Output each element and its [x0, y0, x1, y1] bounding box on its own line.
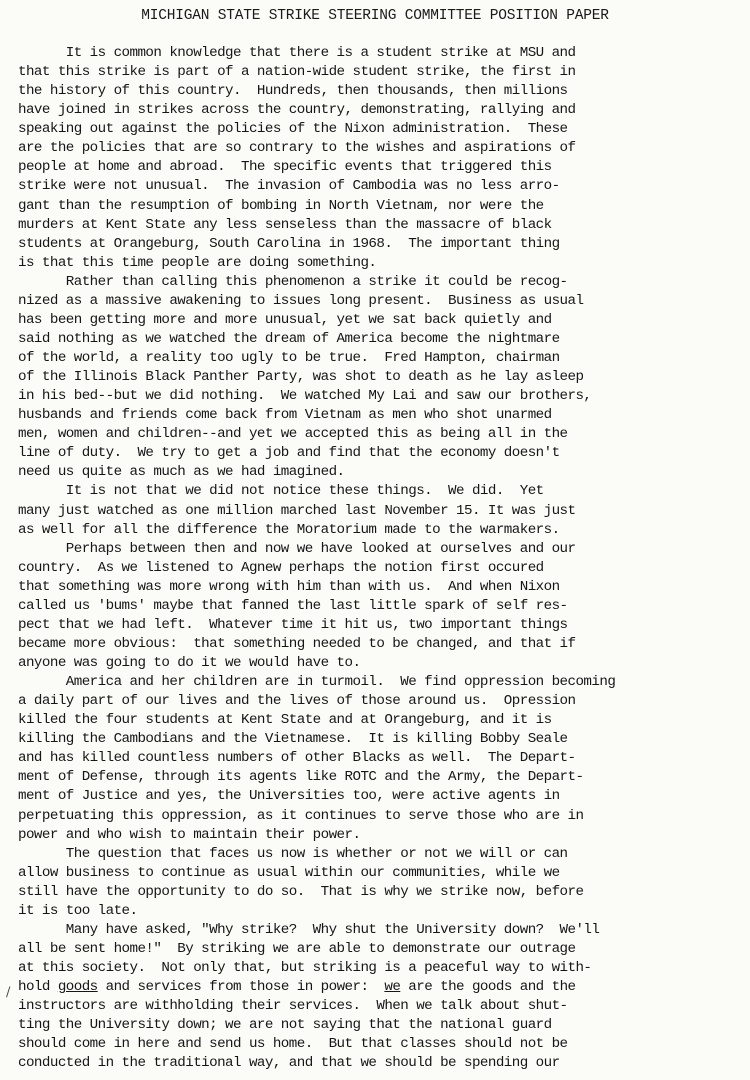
text-line: people at home and abroad. The specific events that triggered this	[18, 159, 552, 176]
text-line: It is not that we did not notice these things. We did. Yet	[18, 483, 544, 500]
text-line: is that this time people are doing something.	[18, 254, 377, 271]
document-body	[18, 44, 746, 1073]
text-line: are the policies that are so contrary to the wishes and aspirations of	[18, 140, 576, 157]
text-line: hold goods and services from those in power: we are the goods and the	[18, 979, 576, 996]
text-line: still have the opportunity to do so. That is why we strike now, before	[18, 883, 584, 900]
text-line: allow business to continue as usual within our communities, while we	[18, 864, 560, 881]
text-line: Many have asked, "Why strike? Why shut the University down? We'll	[18, 921, 600, 938]
text-line: killing the Cambodians and the Vietnamese. It is killing Bobby Seale	[18, 731, 568, 748]
text-line: men, women and children--and yet we accepted this as being all in the	[18, 426, 568, 443]
text-line: as well for all the difference the Moratorium made to the warmakers.	[18, 521, 560, 538]
underlined-word: goods	[57, 979, 98, 996]
text-line: Rather than calling this phenomenon a strike it could be recog-	[18, 273, 568, 290]
text-line: ment of Justice and yes, the Universities too, were active agents in	[18, 788, 560, 805]
text-line: of the Illinois Black Panther Party, was shot to death as he lay asleep	[18, 369, 584, 386]
text-line: husbands and friends come back from Vietnam as men who shot unarmed	[18, 407, 552, 424]
text-line: country. As we listened to Agnew perhaps the notion first occured	[18, 559, 544, 576]
text-line: pect that we had left. Whatever time it hit us, two important things	[18, 616, 568, 633]
text-line: it is too late.	[18, 902, 138, 919]
text-line: have joined in strikes across the country, demonstrating, rallying and	[18, 102, 576, 119]
text-line: It is common knowledge that there is a student strike at MSU and	[18, 45, 576, 61]
text-line: of the world, a reality too ugly to be true. Fred Hampton, chairman	[18, 350, 560, 366]
text-line: that this strike is part of a nation-wide student strike, the first in	[18, 64, 576, 81]
text-line: conducted in the traditional way, and that we should be spending our	[18, 1055, 560, 1072]
text-line: The question that faces us now is whether or not we will or can	[18, 845, 568, 862]
text-line: Perhaps between then and now we have looked at ourselves and our	[18, 540, 576, 557]
text-line: speaking out against the policies of the Nixon administration. These	[18, 121, 568, 138]
text-line: instructors are withholding their services. When we talk about shut-	[18, 998, 568, 1015]
page-title: MICHIGAN STATE STRIKE STEERING COMMITTEE POSITION PAPER	[141, 8, 609, 24]
margin-mark: /	[6, 985, 11, 1000]
text-line: should come in here and send us home. But that classes should not be	[18, 1036, 568, 1053]
text-line: ment of Defense, through its agents like ROTC and the Army, the Depart-	[18, 769, 584, 786]
text-line: power and who wish to maintain their power.	[18, 826, 361, 843]
text-line: perpetuating this oppression, as it continues to serve those who are in	[18, 807, 584, 824]
text-line: line of duty. We try to get a job and find that the economy doesn't	[18, 445, 560, 462]
text-line: many just watched as one million marched last November 15. It was just	[18, 502, 576, 519]
text-line: became more obvious: that something needed to be changed, and that if	[18, 635, 576, 652]
text-line: ting the University down; we are not saying that the national guard	[18, 1017, 552, 1034]
text-line: nized as a massive awakening to issues long present. Business as usual	[18, 292, 584, 309]
text-line: at this society. Not only that, but striking is a peaceful way to with-	[18, 960, 592, 976]
text-line: called us 'bums' maybe that fanned the last little spark of self res-	[18, 597, 568, 614]
text-line: anyone was going to do it we would have to.	[18, 655, 361, 671]
text-line: gant than the resumption of bombing in North Vietnam, nor were the	[18, 197, 544, 214]
text-line: the history of this country. Hundreds, then thousands, then millions	[18, 83, 568, 100]
text-line: murders at Kent State any less senseless than the massacre of black	[18, 216, 552, 233]
text-line: strike were not unusual. The invasion of Cambodia was no less arro-	[18, 178, 560, 195]
text-line: all be sent home!" By striking we are able to demonstrate our outrage	[18, 940, 576, 957]
text-line: need us quite as much as we had imagined.	[18, 464, 345, 481]
text-line: America and her children are in turmoil. We find oppression becoming	[18, 674, 616, 691]
underlined-word: we	[384, 979, 401, 996]
text-line: said nothing as we watched the dream of America become the nightmare	[18, 330, 560, 347]
text-line: that something was more wrong with him than with us. And when Nixon	[18, 578, 560, 595]
text-line: and has killed countless numbers of other Blacks as well. The Depart-	[18, 750, 576, 767]
text-line: a daily part of our lives and the lives of those around us. Opression	[18, 693, 576, 710]
text-line: has been getting more and more unusual, yet we sat back quietly and	[18, 311, 552, 328]
text-line: students at Orangeburg, South Carolina in 1968. The important thing	[18, 235, 560, 252]
text-line: killed the four students at Kent State and at Orangeburg, and it is	[18, 712, 552, 729]
text-line: in his bed--but we did nothing. We watched My Lai and saw our brothers,	[18, 388, 592, 405]
